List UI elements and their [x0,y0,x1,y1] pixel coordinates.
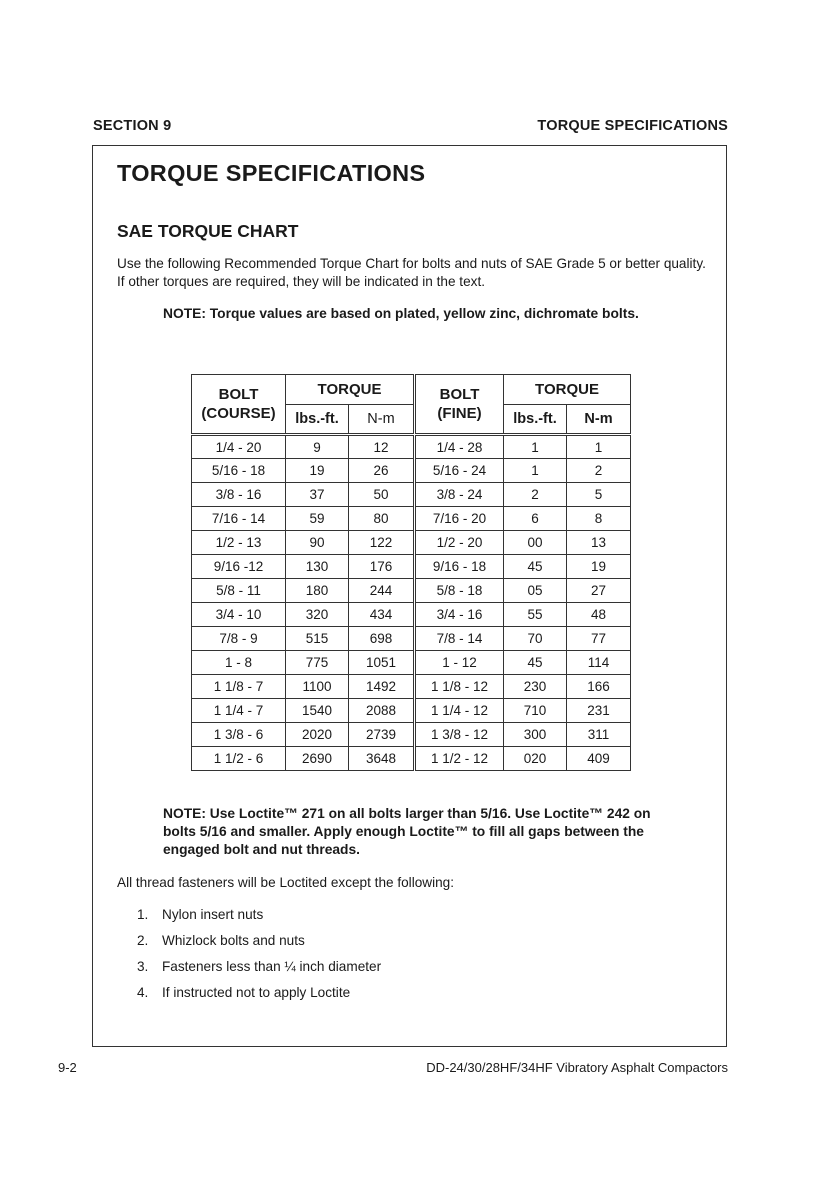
nm-cell: 3648 [349,747,414,771]
nm-cell: 27 [567,579,631,603]
nm-cell: 409 [567,747,631,771]
nm-cell: 1 [567,435,631,459]
table-row [416,699,631,723]
table-row [192,675,414,699]
table-row [416,603,631,627]
table-row [192,747,414,771]
exceptions-list [137,905,381,1009]
bolt-size-cell: 1 1/4 - 7 [192,699,286,723]
loctite-note: NOTE: Use Loctite™ 271 on all bolts larger than 5/16. Use Loctite™ 242 on bolts 5/16 and smaller. Apply enough Loctite™ to fill all gaps between the engaged bolt and nut threads. [163,806,651,857]
bolt-size-cell: 9/16 -12 [192,555,286,579]
lbs-ft-cell: 2690 [286,747,349,771]
bolt-size-cell: 1 3/8 - 6 [192,723,286,747]
lbs-ft-cell: 1540 [286,699,349,723]
table-row [192,555,414,579]
lbs-ft-cell: 2020 [286,723,349,747]
table-row [416,435,631,459]
bolt-size-cell: 1 1/2 - 6 [192,747,286,771]
bolt-size-cell: 1/2 - 20 [416,531,504,555]
nm-cell: 2088 [349,699,414,723]
lbs-ft-cell: 90 [286,531,349,555]
fine-torque-header: TORQUE [504,375,631,405]
nm-cell: 13 [567,531,631,555]
list-number: 2. [137,933,149,948]
nm-cell: 434 [349,603,414,627]
nm-cell: 50 [349,483,414,507]
nm-cell: 114 [567,651,631,675]
bolt-size-cell: 7/16 - 20 [416,507,504,531]
bolt-size-cell: 9/16 - 18 [416,555,504,579]
lbs-ft-cell: 020 [504,747,567,771]
table-row [192,435,414,459]
table-row [416,531,631,555]
nm-cell: 48 [567,603,631,627]
table-row [192,507,414,531]
table-row [192,579,414,603]
page-title: TORQUE SPECIFICATIONS [117,160,426,186]
table-row [416,459,631,483]
course-lbs-header: lbs.-ft. [286,405,349,435]
list-item [137,983,381,1009]
all-thread-statement: All thread fasteners will be Loctited except the following: [117,875,455,890]
bolt-size-cell: 1/2 - 13 [192,531,286,555]
section-label: SECTION 9 [93,118,172,134]
table-row [416,675,631,699]
nm-cell: 244 [349,579,414,603]
course-nm-header: N-m [349,405,414,435]
nm-cell: 1051 [349,651,414,675]
bolt-size-cell: 1 - 12 [416,651,504,675]
plated-note: NOTE: Torque values are based on plated, yellow zinc, dichromate bolts. [163,306,639,321]
lbs-ft-cell: 6 [504,507,567,531]
lbs-ft-cell: 19 [286,459,349,483]
list-text: Fasteners less than ¼ inch diameter [162,959,382,974]
course-torque-header: TORQUE [286,375,414,405]
bolt-size-cell: 3/8 - 16 [192,483,286,507]
bolt-size-cell: 1 1/2 - 12 [416,747,504,771]
nm-cell: 26 [349,459,414,483]
table-row [416,555,631,579]
nm-cell: 122 [349,531,414,555]
lbs-ft-cell: 37 [286,483,349,507]
intro-paragraph: Use the following Recommended Torque Chart for bolts and nuts of SAE Grade 5 or better quality. If other torques are required, they will be indicated in the text. [117,256,706,289]
table-row [192,603,414,627]
lbs-ft-cell: 230 [504,675,567,699]
bolt-size-cell: 1 3/8 - 12 [416,723,504,747]
bolt-size-cell: 1 1/8 - 7 [192,675,286,699]
table-row [416,723,631,747]
nm-cell: 5 [567,483,631,507]
table-row [416,747,631,771]
list-number: 4. [137,985,149,1000]
bolt-size-cell: 3/8 - 24 [416,483,504,507]
nm-cell: 231 [567,699,631,723]
table-row [416,483,631,507]
bolt-size-cell: 1/4 - 28 [416,435,504,459]
lbs-ft-cell: 320 [286,603,349,627]
lbs-ft-cell: 55 [504,603,567,627]
list-item [137,905,381,931]
table-row [192,459,414,483]
table-row [192,627,414,651]
nm-cell: 8 [567,507,631,531]
lbs-ft-cell: 45 [504,555,567,579]
table-row [192,699,414,723]
fine-bolt-sublabel: (FINE) [437,405,482,422]
course-bolt-label: BOLT [218,386,259,403]
list-item [137,957,381,983]
fine-bolt-label: BOLT [439,386,480,403]
nm-cell: 77 [567,627,631,651]
nm-cell: 2739 [349,723,414,747]
lbs-ft-cell: 300 [504,723,567,747]
lbs-ft-cell: 710 [504,699,567,723]
table-row [416,579,631,603]
table-row [416,651,631,675]
table-row [416,627,631,651]
bolt-size-cell: 1 1/8 - 12 [416,675,504,699]
list-text: If instructed not to apply Loctite [162,985,351,1000]
bolt-size-cell: 7/8 - 14 [416,627,504,651]
page-number: 9-2 [58,1060,77,1075]
nm-cell: 1492 [349,675,414,699]
fine-torque-table [415,374,631,771]
lbs-ft-cell: 515 [286,627,349,651]
bolt-size-cell: 5/8 - 11 [192,579,286,603]
nm-cell: 311 [567,723,631,747]
course-torque-table [191,374,414,771]
table-row [416,507,631,531]
table-row [192,483,414,507]
course-bolt-sublabel: (COURSE) [201,405,276,422]
bolt-size-cell: 3/4 - 16 [416,603,504,627]
list-number: 1. [137,907,149,922]
fine-bolt-header [416,375,504,435]
list-item [137,931,381,957]
course-bolt-header [192,375,286,435]
lbs-ft-cell: 1100 [286,675,349,699]
bolt-size-cell: 1 1/4 - 12 [416,699,504,723]
lbs-ft-cell: 9 [286,435,349,459]
lbs-ft-cell: 70 [504,627,567,651]
lbs-ft-cell: 1 [504,435,567,459]
table-row [192,723,414,747]
bolt-size-cell: 1/4 - 20 [192,435,286,459]
list-number: 3. [137,959,149,974]
fine-lbs-header: lbs.-ft. [504,405,567,435]
manual-title: DD-24/30/28HF/34HF Vibratory Asphalt Compactors [426,1060,728,1075]
nm-cell: 166 [567,675,631,699]
list-text: Whizlock bolts and nuts [162,933,305,948]
bolt-size-cell: 5/16 - 18 [192,459,286,483]
nm-cell: 698 [349,627,414,651]
lbs-ft-cell: 1 [504,459,567,483]
chart-subtitle: SAE TORQUE CHART [117,221,299,241]
lbs-ft-cell: 45 [504,651,567,675]
lbs-ft-cell: 180 [286,579,349,603]
nm-cell: 176 [349,555,414,579]
lbs-ft-cell: 05 [504,579,567,603]
bolt-size-cell: 5/8 - 18 [416,579,504,603]
list-text: Nylon insert nuts [162,907,264,922]
bolt-size-cell: 3/4 - 10 [192,603,286,627]
section-topic: TORQUE SPECIFICATIONS [537,118,728,134]
nm-cell: 19 [567,555,631,579]
bolt-size-cell: 1 - 8 [192,651,286,675]
table-row [192,651,414,675]
lbs-ft-cell: 775 [286,651,349,675]
fine-nm-header: N-m [567,405,631,435]
bolt-size-cell: 7/8 - 9 [192,627,286,651]
lbs-ft-cell: 59 [286,507,349,531]
lbs-ft-cell: 130 [286,555,349,579]
nm-cell: 12 [349,435,414,459]
table-row [192,531,414,555]
bolt-size-cell: 7/16 - 14 [192,507,286,531]
lbs-ft-cell: 00 [504,531,567,555]
nm-cell: 2 [567,459,631,483]
bolt-size-cell: 5/16 - 24 [416,459,504,483]
lbs-ft-cell: 2 [504,483,567,507]
nm-cell: 80 [349,507,414,531]
